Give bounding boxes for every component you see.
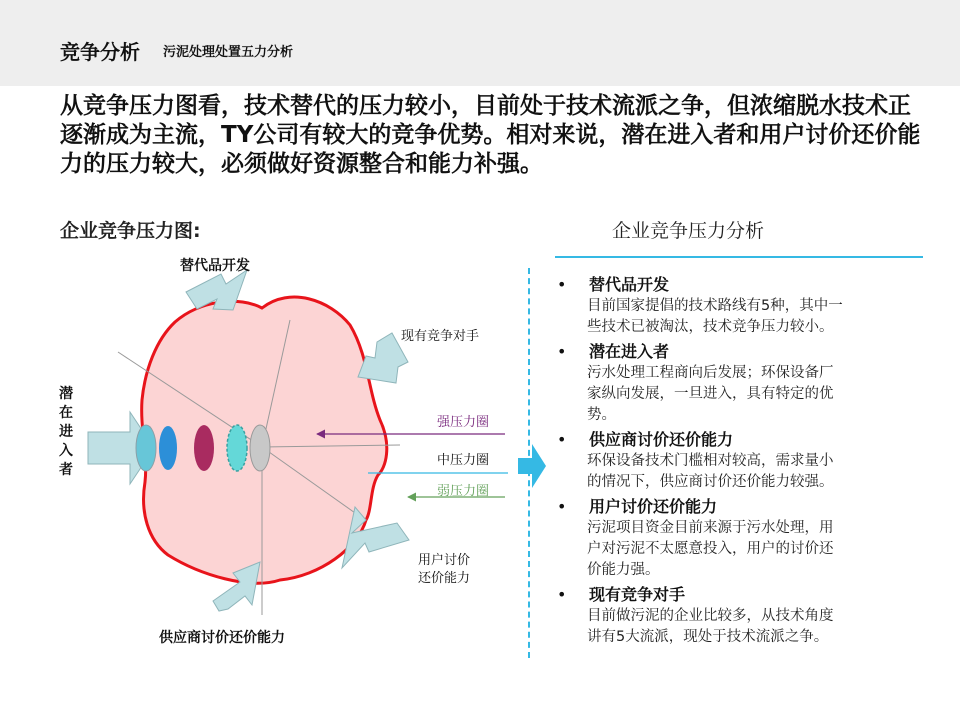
force-label-substitutes: 替代品开发 bbox=[180, 258, 250, 274]
force-label-entrants-char: 潜 bbox=[59, 386, 73, 402]
force-label-competitors: 现有竞争对手 bbox=[401, 329, 480, 344]
diagram-title: 企业竞争压力图: bbox=[60, 220, 201, 242]
circle-label-strong: 强压力圈 bbox=[437, 415, 490, 430]
analysis-item-text: 污泥项目资金目前来源于污水处理，用 bbox=[587, 520, 834, 536]
strong-pressure-ellipse bbox=[194, 425, 214, 471]
analysis-item-text: 讲有5大流派，现处于技术流派之争。 bbox=[587, 629, 829, 645]
force-label-entrants bbox=[58, 385, 73, 478]
analysis-list bbox=[557, 274, 927, 651]
force-label-suppliers: 供应商讨价还价能力 bbox=[159, 630, 285, 646]
analysis-item bbox=[557, 274, 927, 338]
analysis-item bbox=[557, 584, 927, 648]
analysis-item-text: 户对污泥不太愿意投入，用户的讨价还 bbox=[587, 541, 834, 557]
analysis-item bbox=[557, 496, 927, 581]
analysis-title: 企业竞争压力分析 bbox=[612, 220, 765, 242]
force-label-entrants-char: 进 bbox=[59, 424, 73, 440]
force-label-entrants-char: 者 bbox=[59, 462, 73, 478]
summary-text: 从竞争压力图看，技术替代的压力较小，目前处于技术流派之争，但浓缩脱水技术正逐渐成为主流，TY公司有较大的竞争优势。相对来说，潜在进入者和用户讨价还价能力的压力较大，必须做好资源整合和能力补强。 bbox=[60, 93, 921, 177]
force-label-buyers-2: 还价能力 bbox=[418, 571, 471, 586]
bullet-icon: • bbox=[557, 342, 567, 361]
analysis-item-text: 家纵向发展，一旦进入，具有特定的优 bbox=[587, 386, 834, 402]
analysis-item-heading: 现有竞争对手 bbox=[589, 585, 686, 604]
force-label-buyers-1: 用户讨价 bbox=[418, 553, 471, 568]
header-band bbox=[0, 0, 960, 86]
weak-pressure-ellipse-inner bbox=[227, 425, 247, 471]
analysis-item-text: 环保设备技术门槛相对较高，需求量小 bbox=[587, 453, 834, 469]
analysis-item-text: 势。 bbox=[587, 407, 616, 423]
page-title: 竞争分析 bbox=[60, 40, 140, 64]
force-label-entrants-char: 入 bbox=[59, 443, 73, 459]
analysis-item-heading: 替代品开发 bbox=[589, 275, 670, 294]
bullet-icon: • bbox=[557, 430, 567, 449]
analysis-item-heading: 潜在进入者 bbox=[589, 342, 670, 361]
analysis-item-text: 目前做污泥的企业比较多，从技术角度 bbox=[587, 608, 834, 624]
analysis-item-heading: 用户讨价还价能力 bbox=[589, 497, 718, 516]
competition-pressure-diagram bbox=[0, 240, 560, 660]
bullet-icon: • bbox=[557, 585, 567, 604]
analysis-item bbox=[557, 429, 927, 493]
analysis-item-text: 价能力强。 bbox=[587, 562, 660, 578]
analysis-item-heading: 供应商讨价还价能力 bbox=[589, 430, 734, 449]
circle-label-medium: 中压力圈 bbox=[437, 453, 490, 468]
analysis-title-rule bbox=[555, 256, 923, 258]
analysis-item-text: 污水处理工程商向后发展；环保设备厂 bbox=[587, 365, 834, 381]
panel-connector-arrow-icon bbox=[518, 444, 546, 488]
bullet-icon: • bbox=[557, 497, 567, 516]
center-ellipse bbox=[250, 425, 270, 471]
analysis-item bbox=[557, 341, 927, 426]
analysis-item-text: 些技术已被淘汰，技术竞争压力较小。 bbox=[587, 319, 834, 335]
analysis-item-text: 目前国家提倡的技术路线有5种，其中一 bbox=[587, 298, 843, 314]
bullet-icon: • bbox=[557, 275, 567, 294]
force-label-entrants-char: 在 bbox=[59, 405, 73, 421]
circle-label-weak: 弱压力圈 bbox=[437, 484, 490, 499]
analysis-item-text: 的情况下，供应商讨价还价能力较强。 bbox=[587, 474, 834, 490]
medium-pressure-ellipse bbox=[159, 426, 177, 470]
weak-pressure-ellipse bbox=[136, 425, 156, 471]
page-subtitle: 污泥处理处置五力分析 bbox=[163, 45, 294, 60]
